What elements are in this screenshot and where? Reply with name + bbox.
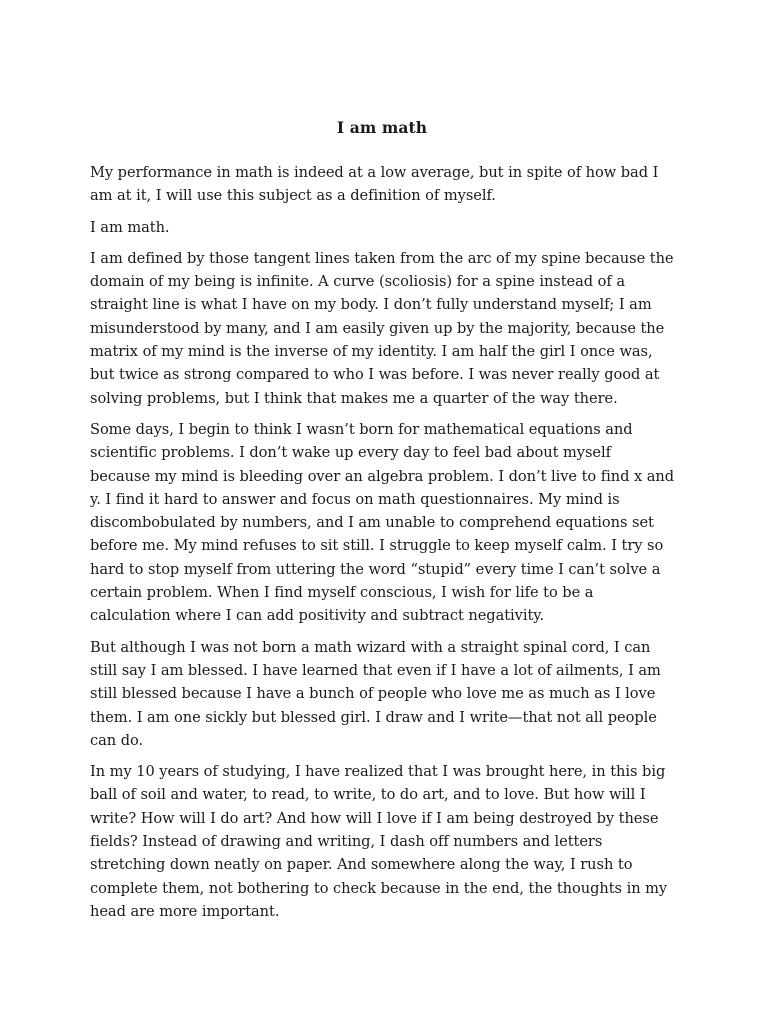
document-page (90, 118, 674, 931)
paragraph-3: I am defined by those tangent lines taken from the arc of my spine because the domain of my being is infinite. A curve (scoliosis) for a spine instead of a straight line is what I have on my body. I don’t fully understand myself; I am misunderstood by many, and I am easily given up by the majority, because the matrix of my mind is the inverse of my identity. I am half the girl I once was, but twice as strong compared to who I was before. I was never really good at solving problems, but I think that makes me a quarter of the way there. (90, 249, 674, 407)
paragraph-4: Some days, I begin to think I wasn’t born for mathematical equations and scientific problems. I don’t wake up every day to feel bad about myself because my mind is bleeding over an algebra problem. I don’t live to find x and y. I find it hard to answer and focus on math questionnaires. My mind is discombobulated by numbers, and I am unable to comprehend equations set before me. My mind refuses to sit still. I struggle to keep myself calm. I try so hard to stop myself from uttering the word “stupid” every time I can’t solve a certain problem. When I find myself conscious, I wish for life to be a calculation where I can add positivity and subtract negativity. (90, 420, 675, 625)
paragraph-6: In my 10 years of studying, I have realized that I was brought here, in this big ball of soil and water, to read, to write, to do art, and to love. But how will I write? How will I do art? And how will I love if I am being destroyed by these fields? Instead of drawing and writing, I dash off numbers and letters stretching down neatly on paper. And somewhere along the way, I rush to complete them, not bothering to check because in the end, the thoughts in my head are more important. (90, 763, 668, 920)
paragraph-5: But although I was not born a math wizard with a straight spinal cord, I can still say I am blessed. I have learned that even if I have a lot of ailments, I am still blessed because I have a bunch of people who love me as much as I love them. I am one sickly but blessed girl. I draw and I write—that not all people can do. (90, 638, 661, 749)
document-title: I am math (336, 118, 428, 137)
paragraph-2: I am math. (90, 218, 170, 236)
paragraph-1: My performance in math is indeed at a low average, but in spite of how bad I am at it, I will use this subject as a definition of myself. (90, 164, 659, 205)
